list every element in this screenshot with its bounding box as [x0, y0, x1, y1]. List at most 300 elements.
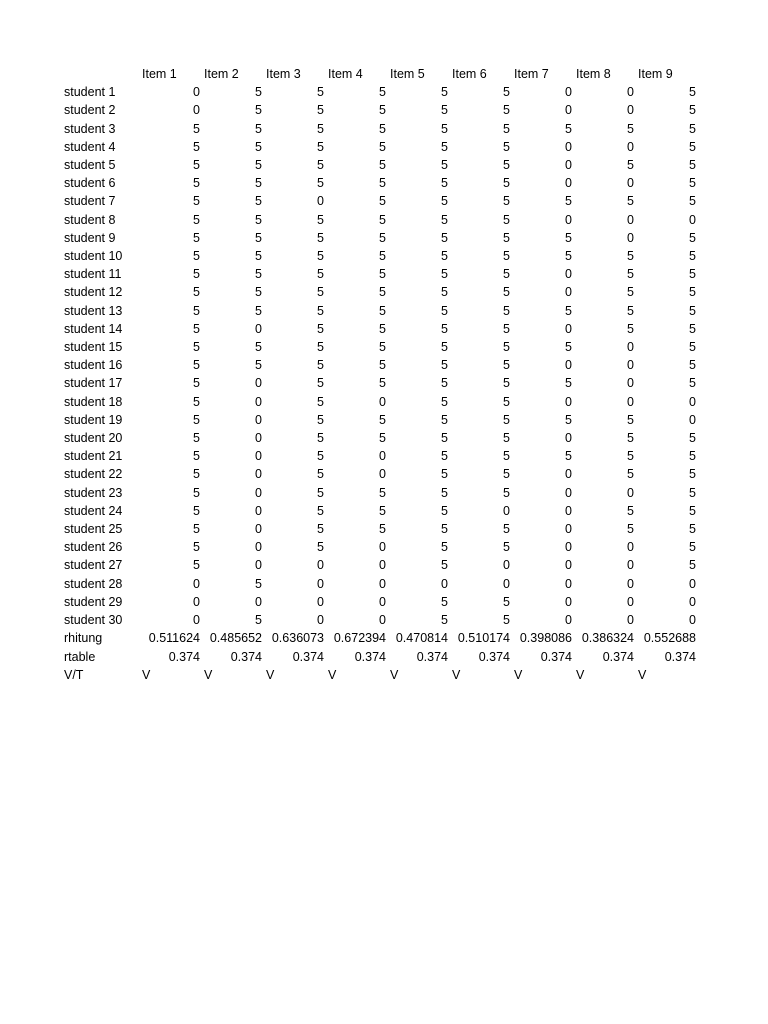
score-cell: 0	[255, 594, 262, 609]
score-cell: 5	[441, 431, 448, 446]
score-cell: 5	[627, 285, 634, 300]
score-cell: 5	[503, 340, 510, 355]
column-header: Item 1	[142, 67, 177, 81]
vt-cell: V	[328, 667, 337, 682]
score-cell: 0	[627, 176, 634, 191]
rtable-cell: 0.374	[540, 649, 572, 664]
score-cell: 5	[503, 376, 510, 391]
rhitung-cell: 0.510174	[457, 631, 510, 646]
score-cell: 0	[627, 340, 634, 355]
score-cell: 5	[627, 267, 634, 282]
score-cell: 5	[317, 321, 324, 336]
score-cell: 5	[193, 285, 200, 300]
score-cell: 5	[503, 121, 510, 136]
row-label: student 23	[64, 485, 123, 500]
score-cell: 0	[193, 613, 200, 628]
score-cell: 5	[193, 558, 200, 573]
score-cell: 5	[317, 267, 324, 282]
score-cell: 5	[255, 576, 262, 591]
table-row	[62, 520, 698, 538]
row-label: student 15	[64, 340, 123, 355]
table-row	[62, 484, 698, 502]
score-cell: 5	[255, 139, 262, 154]
score-cell: 5	[317, 230, 324, 245]
row-label: student 9	[64, 230, 116, 245]
score-cell: 0	[565, 285, 572, 300]
score-cell: 0	[317, 576, 324, 591]
score-cell: 0	[689, 576, 696, 591]
score-cell: 5	[503, 176, 510, 191]
score-cell: 0	[503, 503, 510, 518]
row-label: student 8	[64, 212, 116, 227]
score-cell: 5	[255, 358, 262, 373]
score-cell: 5	[503, 467, 510, 482]
score-cell: 5	[503, 358, 510, 373]
score-cell: 0	[565, 176, 572, 191]
score-cell: 5	[193, 412, 200, 427]
rhitung-row	[62, 629, 698, 647]
score-cell: 5	[255, 249, 262, 264]
column-header: Item 5	[390, 67, 425, 81]
score-cell: 0	[441, 576, 448, 591]
score-cell: 0	[565, 558, 572, 573]
table-row	[62, 593, 698, 611]
score-cell: 5	[503, 431, 510, 446]
score-cell: 5	[627, 431, 634, 446]
score-cell: 5	[441, 522, 448, 537]
score-cell: 0	[255, 449, 262, 464]
score-cell: 5	[441, 194, 448, 209]
score-cell: 5	[193, 176, 200, 191]
row-label: student 11	[64, 267, 122, 282]
row-label: student 29	[64, 594, 123, 609]
score-cell: 0	[255, 540, 262, 555]
score-cell: 5	[441, 503, 448, 518]
table-row	[62, 556, 698, 574]
rhitung-cell: 0.485652	[209, 631, 262, 646]
vt-cell: V	[390, 667, 399, 682]
score-cell: 0	[565, 503, 572, 518]
score-cell: 0	[627, 139, 634, 154]
score-cell: 5	[193, 485, 200, 500]
score-cell: 0	[379, 613, 386, 628]
score-cell: 0	[689, 394, 696, 409]
score-cell: 0	[379, 540, 386, 555]
score-cell: 5	[193, 431, 200, 446]
row-label: student 6	[64, 176, 116, 191]
table-row	[62, 538, 698, 556]
row-label: student 20	[64, 431, 123, 446]
score-cell: 5	[689, 503, 696, 518]
rtable-cell: 0.374	[230, 649, 262, 664]
column-header: Item 7	[514, 67, 549, 81]
row-label: student 24	[64, 503, 123, 518]
score-cell: 0	[627, 594, 634, 609]
score-cell: 0	[255, 485, 262, 500]
score-cell: 5	[193, 340, 200, 355]
score-cell: 5	[193, 503, 200, 518]
score-cell: 0	[255, 394, 262, 409]
score-cell: 5	[255, 340, 262, 355]
score-cell: 0	[503, 576, 510, 591]
score-cell: 5	[317, 412, 324, 427]
score-cell: 5	[689, 121, 696, 136]
score-cell: 5	[441, 540, 448, 555]
score-cell: 5	[441, 285, 448, 300]
score-cell: 5	[379, 139, 386, 154]
rhitung-cell: 0.386324	[581, 631, 634, 646]
rtable-cell: 0.374	[168, 649, 200, 664]
row-label: student 17	[64, 376, 123, 391]
score-cell: 0	[565, 85, 572, 100]
score-cell: 5	[379, 503, 386, 518]
score-cell: 5	[317, 212, 324, 227]
score-cell: 5	[689, 376, 696, 391]
score-cell: 5	[627, 503, 634, 518]
score-cell: 5	[689, 85, 696, 100]
score-cell: 5	[317, 467, 324, 482]
score-cell: 0	[317, 594, 324, 609]
vt-cell: V	[576, 667, 585, 682]
score-cell: 5	[317, 394, 324, 409]
score-cell: 5	[441, 412, 448, 427]
score-cell: 5	[193, 522, 200, 537]
row-label: student 30	[64, 613, 123, 628]
score-cell: 5	[441, 303, 448, 318]
score-cell: 0	[503, 558, 510, 573]
table-row	[62, 502, 698, 520]
score-cell: 0	[255, 412, 262, 427]
score-cell: 0	[627, 230, 634, 245]
score-cell: 0	[317, 558, 324, 573]
score-cell: 5	[441, 467, 448, 482]
score-cell: 0	[565, 139, 572, 154]
score-cell: 5	[255, 212, 262, 227]
score-cell: 5	[565, 340, 572, 355]
score-cell: 5	[503, 412, 510, 427]
score-cell: 5	[441, 158, 448, 173]
score-cell: 5	[441, 139, 448, 154]
row-label: student 27	[64, 558, 123, 573]
table-row	[62, 447, 698, 465]
score-cell: 5	[689, 485, 696, 500]
score-cell: 5	[317, 176, 324, 191]
score-cell: 0	[565, 394, 572, 409]
score-cell: 5	[255, 303, 262, 318]
score-cell: 0	[627, 376, 634, 391]
corner-cell	[62, 65, 140, 83]
score-cell: 5	[441, 103, 448, 118]
table-row	[62, 465, 698, 483]
table-body	[62, 65, 698, 684]
rhitung-cell: 0.672394	[333, 631, 386, 646]
score-cell: 5	[379, 285, 386, 300]
score-cell: 5	[255, 176, 262, 191]
score-cell: 5	[441, 358, 448, 373]
score-cell: 5	[689, 230, 696, 245]
score-cell: 5	[503, 267, 510, 282]
score-cell: 5	[503, 249, 510, 264]
score-cell: 5	[317, 285, 324, 300]
score-cell: 5	[441, 230, 448, 245]
table-row	[62, 283, 698, 301]
score-cell: 5	[689, 267, 696, 282]
table-row	[62, 302, 698, 320]
score-cell: 5	[255, 158, 262, 173]
table-row	[62, 320, 698, 338]
score-cell: 5	[317, 449, 324, 464]
column-header: Item 6	[452, 67, 487, 81]
score-cell: 5	[689, 249, 696, 264]
score-cell: 5	[689, 321, 696, 336]
score-cell: 0	[627, 576, 634, 591]
score-cell: 0	[565, 158, 572, 173]
score-cell: 5	[689, 358, 696, 373]
row-label: student 4	[64, 139, 116, 154]
row-label: student 21	[64, 449, 123, 464]
score-cell: 5	[689, 139, 696, 154]
score-cell: 5	[503, 194, 510, 209]
score-cell: 5	[255, 613, 262, 628]
score-cell: 5	[317, 485, 324, 500]
score-cell: 5	[689, 431, 696, 446]
table-row	[62, 211, 698, 229]
score-cell: 5	[193, 212, 200, 227]
score-cell: 0	[565, 576, 572, 591]
score-cell: 5	[441, 121, 448, 136]
score-cell: 0	[317, 194, 324, 209]
score-cell: 5	[565, 121, 572, 136]
score-cell: 0	[565, 431, 572, 446]
score-cell: 0	[565, 467, 572, 482]
row-label: student 1	[64, 85, 116, 100]
score-cell: 5	[317, 358, 324, 373]
score-cell: 5	[317, 139, 324, 154]
score-cell: 5	[255, 285, 262, 300]
score-cell: 5	[379, 194, 386, 209]
score-cell: 5	[689, 158, 696, 173]
row-label: student 3	[64, 121, 116, 136]
score-cell: 0	[689, 412, 696, 427]
row-label: student 14	[64, 321, 123, 336]
score-cell: 5	[689, 522, 696, 537]
score-cell: 5	[193, 358, 200, 373]
score-cell: 0	[255, 522, 262, 537]
score-cell: 0	[627, 358, 634, 373]
score-cell: 5	[193, 394, 200, 409]
score-cell: 5	[441, 85, 448, 100]
score-cell: 5	[441, 321, 448, 336]
rhitung-cell: 0.511624	[148, 631, 200, 646]
score-cell: 5	[627, 321, 634, 336]
score-cell: 5	[193, 267, 200, 282]
score-cell: 0	[565, 594, 572, 609]
score-cell: 5	[503, 212, 510, 227]
row-label: student 19	[64, 412, 123, 427]
score-cell: 5	[193, 449, 200, 464]
score-cell: 0	[627, 103, 634, 118]
score-cell: 5	[379, 485, 386, 500]
score-cell: 5	[255, 103, 262, 118]
score-cell: 5	[379, 431, 386, 446]
score-cell: 0	[379, 394, 386, 409]
score-cell: 5	[627, 449, 634, 464]
table-row	[62, 429, 698, 447]
score-cell: 5	[379, 121, 386, 136]
validity-table	[62, 65, 698, 684]
score-cell: 0	[627, 485, 634, 500]
score-cell: 5	[627, 249, 634, 264]
score-cell: 5	[565, 412, 572, 427]
table-row	[62, 356, 698, 374]
score-cell: 0	[255, 431, 262, 446]
score-cell: 5	[193, 249, 200, 264]
score-cell: 5	[503, 303, 510, 318]
score-cell: 5	[503, 485, 510, 500]
score-cell: 5	[193, 303, 200, 318]
score-cell: 0	[255, 467, 262, 482]
score-cell: 5	[503, 394, 510, 409]
score-cell: 5	[503, 540, 510, 555]
score-cell: 5	[441, 449, 448, 464]
score-cell: 5	[565, 194, 572, 209]
score-cell: 5	[689, 467, 696, 482]
score-cell: 5	[379, 412, 386, 427]
row-label: student 16	[64, 358, 123, 373]
score-cell: 5	[441, 176, 448, 191]
score-cell: 0	[193, 103, 200, 118]
vt-cell: V	[204, 667, 213, 682]
rtable-label: rtable	[64, 649, 96, 664]
vt-cell: V	[514, 667, 523, 682]
score-cell: 5	[689, 285, 696, 300]
score-cell: 5	[379, 176, 386, 191]
score-cell: 0	[565, 267, 572, 282]
score-cell: 5	[627, 194, 634, 209]
score-cell: 5	[379, 376, 386, 391]
score-cell: 5	[565, 249, 572, 264]
row-label: student 28	[64, 576, 123, 591]
score-cell: 5	[379, 249, 386, 264]
score-cell: 5	[441, 340, 448, 355]
score-cell: 5	[441, 394, 448, 409]
score-cell: 0	[193, 594, 200, 609]
score-cell: 0	[379, 576, 386, 591]
rhitung-cell: 0.552688	[643, 631, 696, 646]
table-row	[62, 192, 698, 210]
score-cell: 5	[379, 321, 386, 336]
score-cell: 5	[503, 103, 510, 118]
score-cell: 0	[689, 594, 696, 609]
score-cell: 0	[689, 613, 696, 628]
rhitung-cell: 0.470814	[395, 631, 448, 646]
score-cell: 5	[503, 321, 510, 336]
rtable-cell: 0.374	[602, 649, 634, 664]
row-label: student 5	[64, 158, 116, 173]
score-cell: 5	[689, 303, 696, 318]
rtable-cell: 0.374	[292, 649, 324, 664]
row-label: student 22	[64, 467, 123, 482]
score-cell: 5	[193, 139, 200, 154]
score-cell: 5	[317, 249, 324, 264]
score-cell: 5	[317, 158, 324, 173]
score-cell: 5	[565, 303, 572, 318]
row-label: student 25	[64, 522, 123, 537]
score-cell: 5	[627, 467, 634, 482]
score-cell: 5	[255, 121, 262, 136]
score-cell: 5	[379, 522, 386, 537]
score-cell: 0	[565, 522, 572, 537]
score-cell: 5	[689, 540, 696, 555]
rhitung-cell: 0.636073	[271, 631, 324, 646]
score-cell: 0	[379, 594, 386, 609]
score-cell: 5	[627, 412, 634, 427]
score-cell: 5	[317, 376, 324, 391]
column-header: Item 8	[576, 67, 611, 81]
score-cell: 5	[317, 121, 324, 136]
score-cell: 5	[317, 103, 324, 118]
score-cell: 0	[255, 376, 262, 391]
score-cell: 5	[503, 449, 510, 464]
score-cell: 5	[441, 249, 448, 264]
score-cell: 5	[317, 431, 324, 446]
score-cell: 0	[565, 540, 572, 555]
score-cell: 5	[193, 467, 200, 482]
score-cell: 5	[565, 376, 572, 391]
score-cell: 5	[317, 522, 324, 537]
score-cell: 5	[689, 194, 696, 209]
score-cell: 5	[317, 540, 324, 555]
score-cell: 5	[689, 449, 696, 464]
score-cell: 5	[193, 540, 200, 555]
score-cell: 5	[193, 158, 200, 173]
row-label: student 12	[64, 285, 123, 300]
table-row	[62, 101, 698, 119]
rhitung-cell: 0.398086	[519, 631, 572, 646]
score-cell: 0	[379, 558, 386, 573]
score-cell: 5	[689, 558, 696, 573]
score-cell: 5	[193, 194, 200, 209]
score-cell: 5	[441, 267, 448, 282]
score-cell: 5	[689, 176, 696, 191]
table-row	[62, 611, 698, 629]
score-cell: 5	[627, 522, 634, 537]
score-cell: 0	[689, 212, 696, 227]
score-cell: 5	[503, 158, 510, 173]
score-cell: 5	[193, 376, 200, 391]
column-header: Item 2	[204, 67, 239, 81]
score-cell: 5	[627, 121, 634, 136]
vt-cell: V	[638, 667, 647, 682]
score-cell: 0	[627, 85, 634, 100]
score-cell: 5	[503, 613, 510, 628]
table-row	[62, 374, 698, 392]
score-cell: 5	[379, 303, 386, 318]
score-cell: 5	[565, 449, 572, 464]
score-cell: 5	[441, 212, 448, 227]
table-row	[62, 338, 698, 356]
score-cell: 5	[255, 267, 262, 282]
score-cell: 5	[255, 85, 262, 100]
vt-cell: V	[142, 667, 151, 682]
table-row	[62, 156, 698, 174]
score-cell: 0	[565, 613, 572, 628]
score-cell: 0	[379, 467, 386, 482]
score-cell: 0	[565, 358, 572, 373]
score-cell: 5	[379, 358, 386, 373]
table-row	[62, 393, 698, 411]
score-cell: 0	[255, 558, 262, 573]
